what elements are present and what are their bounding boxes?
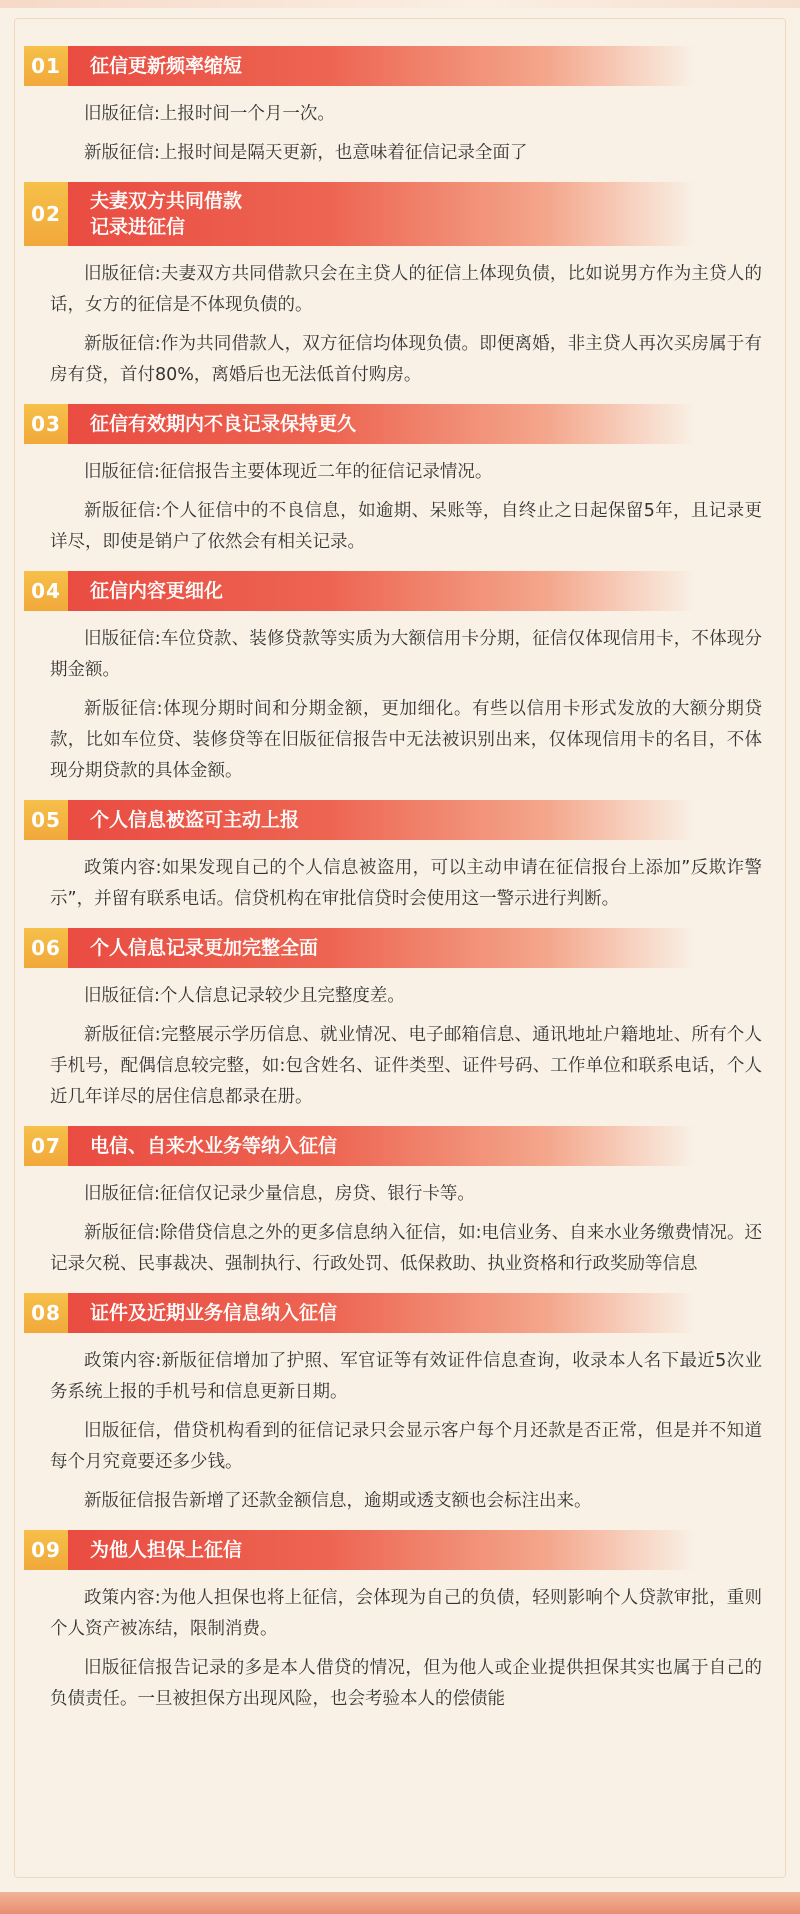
- section-paragraph: 旧版征信报告记录的多是本人借贷的情况，但为他人或企业提供担保其实也属于自己的负债责任。一旦被担保方出现风险，也会考验本人的偿债能: [50, 1658, 762, 1709]
- section-list: [24, 46, 776, 1728]
- section-header: [24, 800, 696, 840]
- section-paragraph: 旧版征信，借贷机构看到的征信记录只会显示客户每个月还款是否正常，但是并不知道每个月究竟要还多少钱。: [50, 1421, 762, 1472]
- section-title-line: 个人信息记录更加完整全面: [90, 937, 319, 959]
- section-title: [68, 935, 318, 961]
- section-title-line: 个人信息被盗可主动上报: [90, 809, 300, 831]
- section-06: [24, 928, 776, 1126]
- section-number-badge: 08: [24, 1293, 68, 1333]
- section-title: [68, 578, 223, 604]
- section-paragraph: 新版征信:完整展示学历信息、就业情况、电子邮箱信息、通讯地址户籍地址、所有个人手机号，配偶信息较完整，如:包含姓名、证件类型、证件号码、工作单位和联系电话，个人近几年详尽的居住信息都录在册。: [50, 1025, 762, 1107]
- section-body: [24, 840, 776, 928]
- section-paragraph: 政策内容:新版征信增加了护照、军官证等有效证件信息查询，收录本人名下最近5次业务系统上报的手机号和信息更新日期。: [50, 1351, 762, 1402]
- section-09: [24, 1530, 776, 1728]
- bottom-band: [0, 1892, 800, 1914]
- section-paragraph: 旧版征信:征信仅记录少量信息，房贷、银行卡等。: [84, 1184, 475, 1204]
- section-title-line: 征信内容更细化: [90, 580, 224, 602]
- section-header: [24, 1126, 696, 1166]
- section-number-badge: 04: [24, 571, 68, 611]
- section-paragraph: 政策内容:为他人担保也将上征信，会体现为自己的负债，轻则影响个人贷款审批，重则个人资产被冻结，限制消费。: [50, 1588, 762, 1639]
- section-paragraph: 新版征信:体现分期时间和分期金额，更加细化。有些以信用卡形式发放的大额分期贷款，比如车位贷、装修贷等在旧版征信报告中无法被识别出来，仅体现信用卡的名目，不体现分期贷款的具体金额。: [50, 699, 762, 781]
- section-paragraph: 新版征信报告新增了还款金额信息，逾期或透支额也会标注出来。: [84, 1491, 592, 1511]
- section-paragraph: 旧版征信:个人信息记录较少且完整度差。: [84, 986, 405, 1006]
- section-08: [24, 1293, 776, 1530]
- section-07: [24, 1126, 776, 1293]
- section-header: [24, 928, 696, 968]
- section-header: [24, 571, 696, 611]
- section-title-line: 电信、自来水业务等纳入征信: [90, 1135, 338, 1157]
- section-header: [24, 1293, 696, 1333]
- section-paragraph: 政策内容:如果发现自己的个人信息被盗用，可以主动申请在征信报台上添加”反欺诈警示”，并留有联系电话。信贷机构在审批信贷时会使用这一警示进行判断。: [50, 858, 762, 909]
- section-paragraph: 旧版征信:车位贷款、装修贷款等实质为大额信用卡分期，征信仅体现信用卡，不体现分期金额。: [50, 629, 762, 680]
- section-paragraph: 新版征信:除借贷信息之外的更多信息纳入征信，如:电信业务、自来水业务缴费情况。还记录欠税、民事裁决、强制执行、行政处罚、低保救助、执业资格和行政奖励等信息: [50, 1223, 762, 1274]
- section-title: [68, 1133, 337, 1159]
- section-title-line: 征信更新频率缩短: [90, 55, 243, 77]
- section-title-line: 夫妻双方共同借款: [90, 190, 243, 212]
- section-number-badge: 07: [24, 1126, 68, 1166]
- section-paragraph: 旧版征信:上报时间一个月一次。: [84, 104, 335, 124]
- section-body: [24, 968, 776, 1126]
- section-number-badge: 03: [24, 404, 68, 444]
- section-title-line: 证件及近期业务信息纳入征信: [90, 1302, 338, 1324]
- section-05: [24, 800, 776, 928]
- section-paragraph: 新版征信:上报时间是隔天更新，也意味着征信记录全面了: [84, 143, 528, 163]
- section-number-badge: 09: [24, 1530, 68, 1570]
- top-edge: [0, 0, 800, 8]
- section-paragraph: 旧版征信:征信报告主要体现近二年的征信记录情况。: [84, 462, 493, 482]
- section-title: [68, 411, 356, 437]
- section-paragraph: 新版征信:个人征信中的不良信息，如逾期、呆账等，自终止之日起保留5年，且记录更详尽，即使是销户了依然会有相关记录。: [50, 501, 762, 552]
- section-title: [68, 1300, 337, 1326]
- section-number-badge: 02: [24, 182, 68, 246]
- section-header: [24, 1530, 696, 1570]
- section-title-line: 为他人担保上征信: [90, 1539, 243, 1561]
- section-title: [68, 188, 242, 240]
- section-title: [68, 807, 299, 833]
- section-body: [24, 1166, 776, 1293]
- section-title: [68, 53, 242, 79]
- section-body: [24, 444, 776, 571]
- section-title: [68, 1537, 242, 1563]
- section-number-badge: 05: [24, 800, 68, 840]
- section-title-line: 征信有效期内不良记录保持更久: [90, 413, 357, 435]
- section-header: [24, 404, 696, 444]
- section-body: [24, 1333, 776, 1530]
- section-body: [24, 86, 776, 182]
- section-03: [24, 404, 776, 571]
- section-header: [24, 182, 696, 246]
- section-body: [24, 611, 776, 800]
- section-paragraph: 新版征信:作为共同借款人，双方征信均体现负债。即便离婚，非主贷人再次买房属于有房有贷，首付80%，离婚后也无法低首付购房。: [50, 334, 762, 385]
- section-number-badge: 06: [24, 928, 68, 968]
- section-title-line: 记录进征信: [90, 216, 186, 238]
- section-body: [24, 246, 776, 404]
- section-01: [24, 46, 776, 182]
- section-body: [24, 1570, 776, 1728]
- section-header: [24, 46, 696, 86]
- section-number-badge: 01: [24, 46, 68, 86]
- section-04: [24, 571, 776, 800]
- section-paragraph: 旧版征信:夫妻双方共同借款只会在主贷人的征信上体现负债，比如说男方作为主贷人的话，女方的征信是不体现负债的。: [50, 264, 762, 315]
- section-02: [24, 182, 776, 404]
